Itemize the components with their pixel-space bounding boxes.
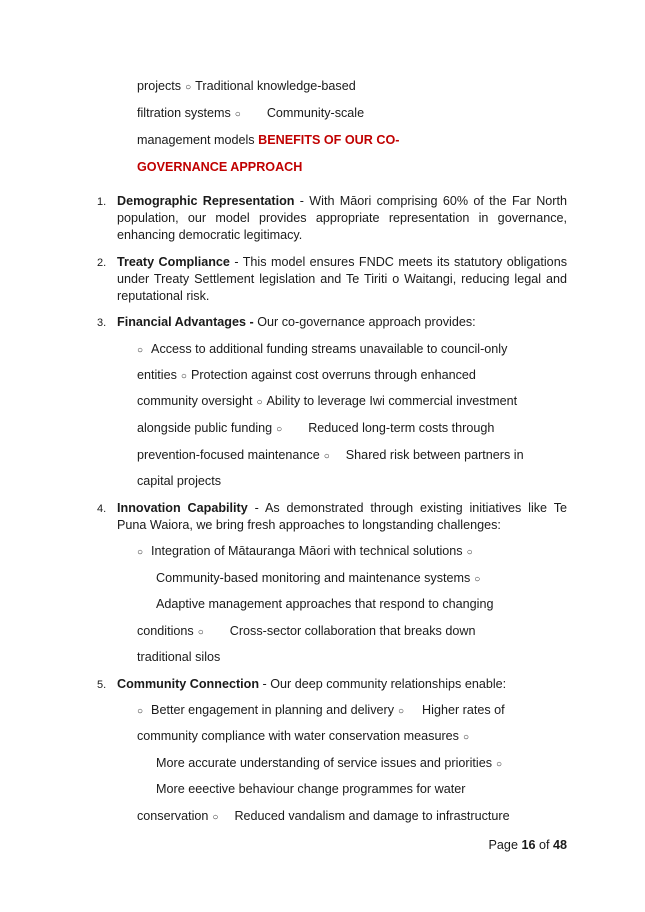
list-number: 4. [97,503,107,515]
sub-text: Community-based monitoring and maintenance systems [156,571,471,585]
sub-text: prevention-focused maintenance [137,448,320,462]
item-title: Demographic Representation [117,194,295,208]
bullet-icon: ○ [185,82,192,93]
page-label: Page [488,838,518,852]
sub-text: alongside public funding [137,421,273,435]
bullet-icon: ○ [137,345,144,356]
innovation-line-3: Adaptive management approaches that respond to changing [156,597,494,611]
bullet-icon: ○ [323,451,330,462]
list-item-demographic [117,193,567,244]
financial-line-5 [137,447,524,465]
community-line-5 [137,808,510,826]
community-line-1 [133,702,505,720]
bullet-icon: ○ [462,732,470,743]
list-number: 5. [97,679,107,691]
list-item-treaty [117,254,567,305]
innovation-line-1 [133,543,477,561]
bullet-icon: ○ [234,109,241,120]
item-text: Our co-governance approach provides: [253,315,476,329]
financial-line-1 [133,341,507,359]
list-number: 3. [97,317,107,329]
page-number [489,838,567,852]
sub-text: Higher rates of [422,703,505,717]
intro-text: Community-scale [266,106,365,120]
sub-text: Reduced vandalism and damage to infrastructure [234,809,510,823]
sub-text: Access to additional funding streams unavailable to council-only [151,342,508,356]
section-heading: BENEFITS OF OUR CO- [258,133,400,147]
sub-text: Protection against cost overruns through enhanced [190,368,476,382]
sub-text: Ability to leverage Iwi commercial investment [266,394,518,408]
community-line-2 [137,728,473,746]
item-title: Treaty Compliance [117,255,230,269]
bullet-icon: ○ [466,547,473,558]
list-item-community [117,676,567,693]
item-text: - With Māori comprising 60% of the Far North population, our model provides appropriate representation in governance, enhancing democratic legitimacy. [117,194,567,242]
intro-text: projects [137,79,182,93]
bullet-icon: ○ [276,424,283,435]
intro-line-2 [137,105,364,123]
current-page: 16 [521,838,536,852]
sub-text: Better engagement in planning and delivery [151,703,394,717]
intro-line-3 [137,132,399,148]
item-text: - As demonstrated through existing initiatives like Te Puna Waiora, we bring fresh approaches to longstanding challenges: [117,501,567,532]
financial-line-2 [137,367,476,385]
item-text: - Our deep community relationships enable: [259,677,507,691]
sub-text: conservation [137,809,209,823]
list-item-financial [117,314,567,331]
bullet-icon: ○ [496,759,503,770]
item-title: Innovation Capability [117,501,248,515]
community-line-3 [156,755,506,773]
sub-text: Shared risk between partners in [345,448,524,462]
item-text: - This model ensures FNDC meets its statutory obligations under Treaty Settlement legislation and Te Tiriti o Waitangi, reducing legal and reputational risk. [117,255,567,303]
list-number: 1. [97,196,107,208]
sub-text: More accurate understanding of service issues and priorities [156,756,493,770]
bullet-icon: ○ [137,706,144,717]
bullet-icon: ○ [474,574,481,585]
financial-line-3 [137,393,517,411]
bullet-icon: ○ [212,812,219,823]
total-pages: 48 [552,838,567,852]
sub-text: Integration of Mātauranga Māori with technical solutions [151,544,463,558]
sub-text: entities [137,368,177,382]
sub-text: community compliance with water conservation measures [137,729,459,743]
sub-text: conditions [137,624,194,638]
innovation-line-5: traditional silos [137,650,221,664]
bullet-icon: ○ [197,627,204,638]
financial-line-4 [137,420,494,438]
sub-text: community oversight [137,394,253,408]
sub-text: Reduced long-term costs through [308,421,495,435]
intro-text: Traditional knowledge-based [195,79,356,93]
intro-line-1 [137,78,356,96]
intro-text: management models [137,133,255,147]
community-line-4: More eeective behaviour change programmes for water [156,782,466,796]
intro-text: filtration systems [137,106,231,120]
item-title: Community Connection [117,677,260,691]
financial-line-6: capital projects [137,474,221,488]
bullet-icon: ○ [398,706,405,717]
list-item-innovation [117,500,567,534]
section-heading: GOVERNANCE APPROACH [137,160,303,174]
bullet-icon: ○ [256,397,263,408]
bullet-icon: ○ [180,371,187,382]
innovation-line-2 [156,570,484,588]
sub-text: Cross-sector collaboration that breaks down [229,624,476,638]
innovation-line-4 [137,623,475,641]
page-of: of [538,838,550,852]
list-number: 2. [97,257,107,269]
bullet-icon: ○ [137,547,144,558]
item-title: Financial Advantages - [117,315,254,329]
